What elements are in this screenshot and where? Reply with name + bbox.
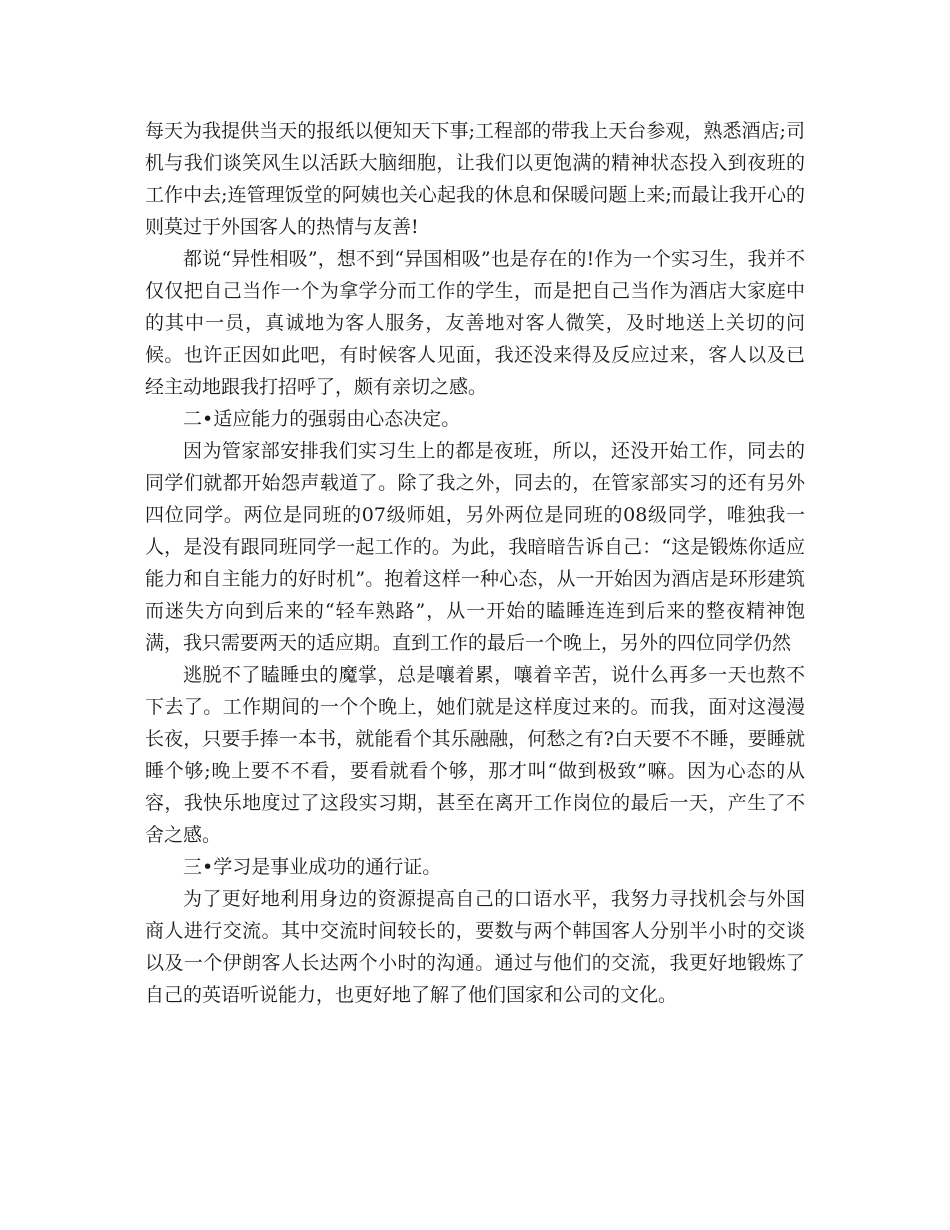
paragraph-night-shift: 因为管家部安排我们实习生上的都是夜班，所以，还没开始工作，同去的同学们就都开始怨声载道了。除了我之外，同去的，在管家部实习的还有另外四位同学。两位是同班的07级师姐，另外两位是同班的08级同学，唯独我一人，是没有跟同班同学一起工作的。为此，我暗暗告诉自己：“这是锻炼你适应能力和自主能力的好时机”。抱着这样一种心态，从一开始因为酒店是环形建筑而迷失方向到后来的“轻车熟路”，从一开始的瞌睡连连到后来的整夜精神饱满，我只需要两天的适应期。直到工作的最后一个晚上，另外的四位同学仍然 bbox=[145, 440, 805, 654]
section-heading-adaptability: 二•适应能力的强弱由心态决定。 bbox=[183, 408, 461, 430]
section-heading-learning: 三•学习是事业成功的通行证。 bbox=[183, 856, 442, 878]
paragraph-foreign-guests: 都说“异性相吸”，想不到“异国相吸”也是存在的!作为一个实习生，我并不仅仅把自己当作一个为拿学分而工作的学生，而是把自己当作为酒店大家庭中的其中一员，真诚地为客人服务，友善地对客人微笑，及时地送上关切的问候。也许正因如此吧，有时候客人见面，我还没来得及反应过来，客人以及已经主动地跟我打招呼了，颇有亲切之感。 bbox=[145, 248, 805, 398]
body-text bbox=[145, 115, 805, 1011]
paragraph-mindset: 逃脱不了瞌睡虫的魔掌，总是嚷着累，嚷着辛苦，说什么再多一天也熬不下去了。工作期间的一个个晚上，她们就是这样度过来的。而我，面对这漫漫长夜，只要手捧一本书，就能看个其乐融融，何愁之有?白天要不不睡，要睡就睡个够;晚上要不不看，要看就看个够，那才叫“做到极致”嘛。因为心态的从容，我快乐地度过了这段实习期，甚至在离开工作岗位的最后一天，产生了不舍之感。 bbox=[145, 664, 805, 846]
paragraph-language-practice: 为了更好地利用身边的资源提高自己的口语水平，我努力寻找机会与外国商人进行交流。其中交流时间较长的，要数与两个韩国客人分别半小时的交谈以及一个伊朗客人长达两个小时的沟通。通过与他们的交流，我更好地锻炼了自己的英语听说能力，也更好地了解了他们国家和公司的文化。 bbox=[145, 888, 805, 1006]
paragraph-continuation: 每天为我提供当天的报纸以便知天下事;工程部的带我上天台参观，熟悉酒店;司机与我们谈笑风生以活跃大脑细胞，让我们以更饱满的精神状态投入到夜班的工作中去;连管理饭堂的阿姨也关心起我的休息和保暖问题上来;而最让我开心的则莫过于外国客人的热情与友善! bbox=[145, 120, 805, 238]
